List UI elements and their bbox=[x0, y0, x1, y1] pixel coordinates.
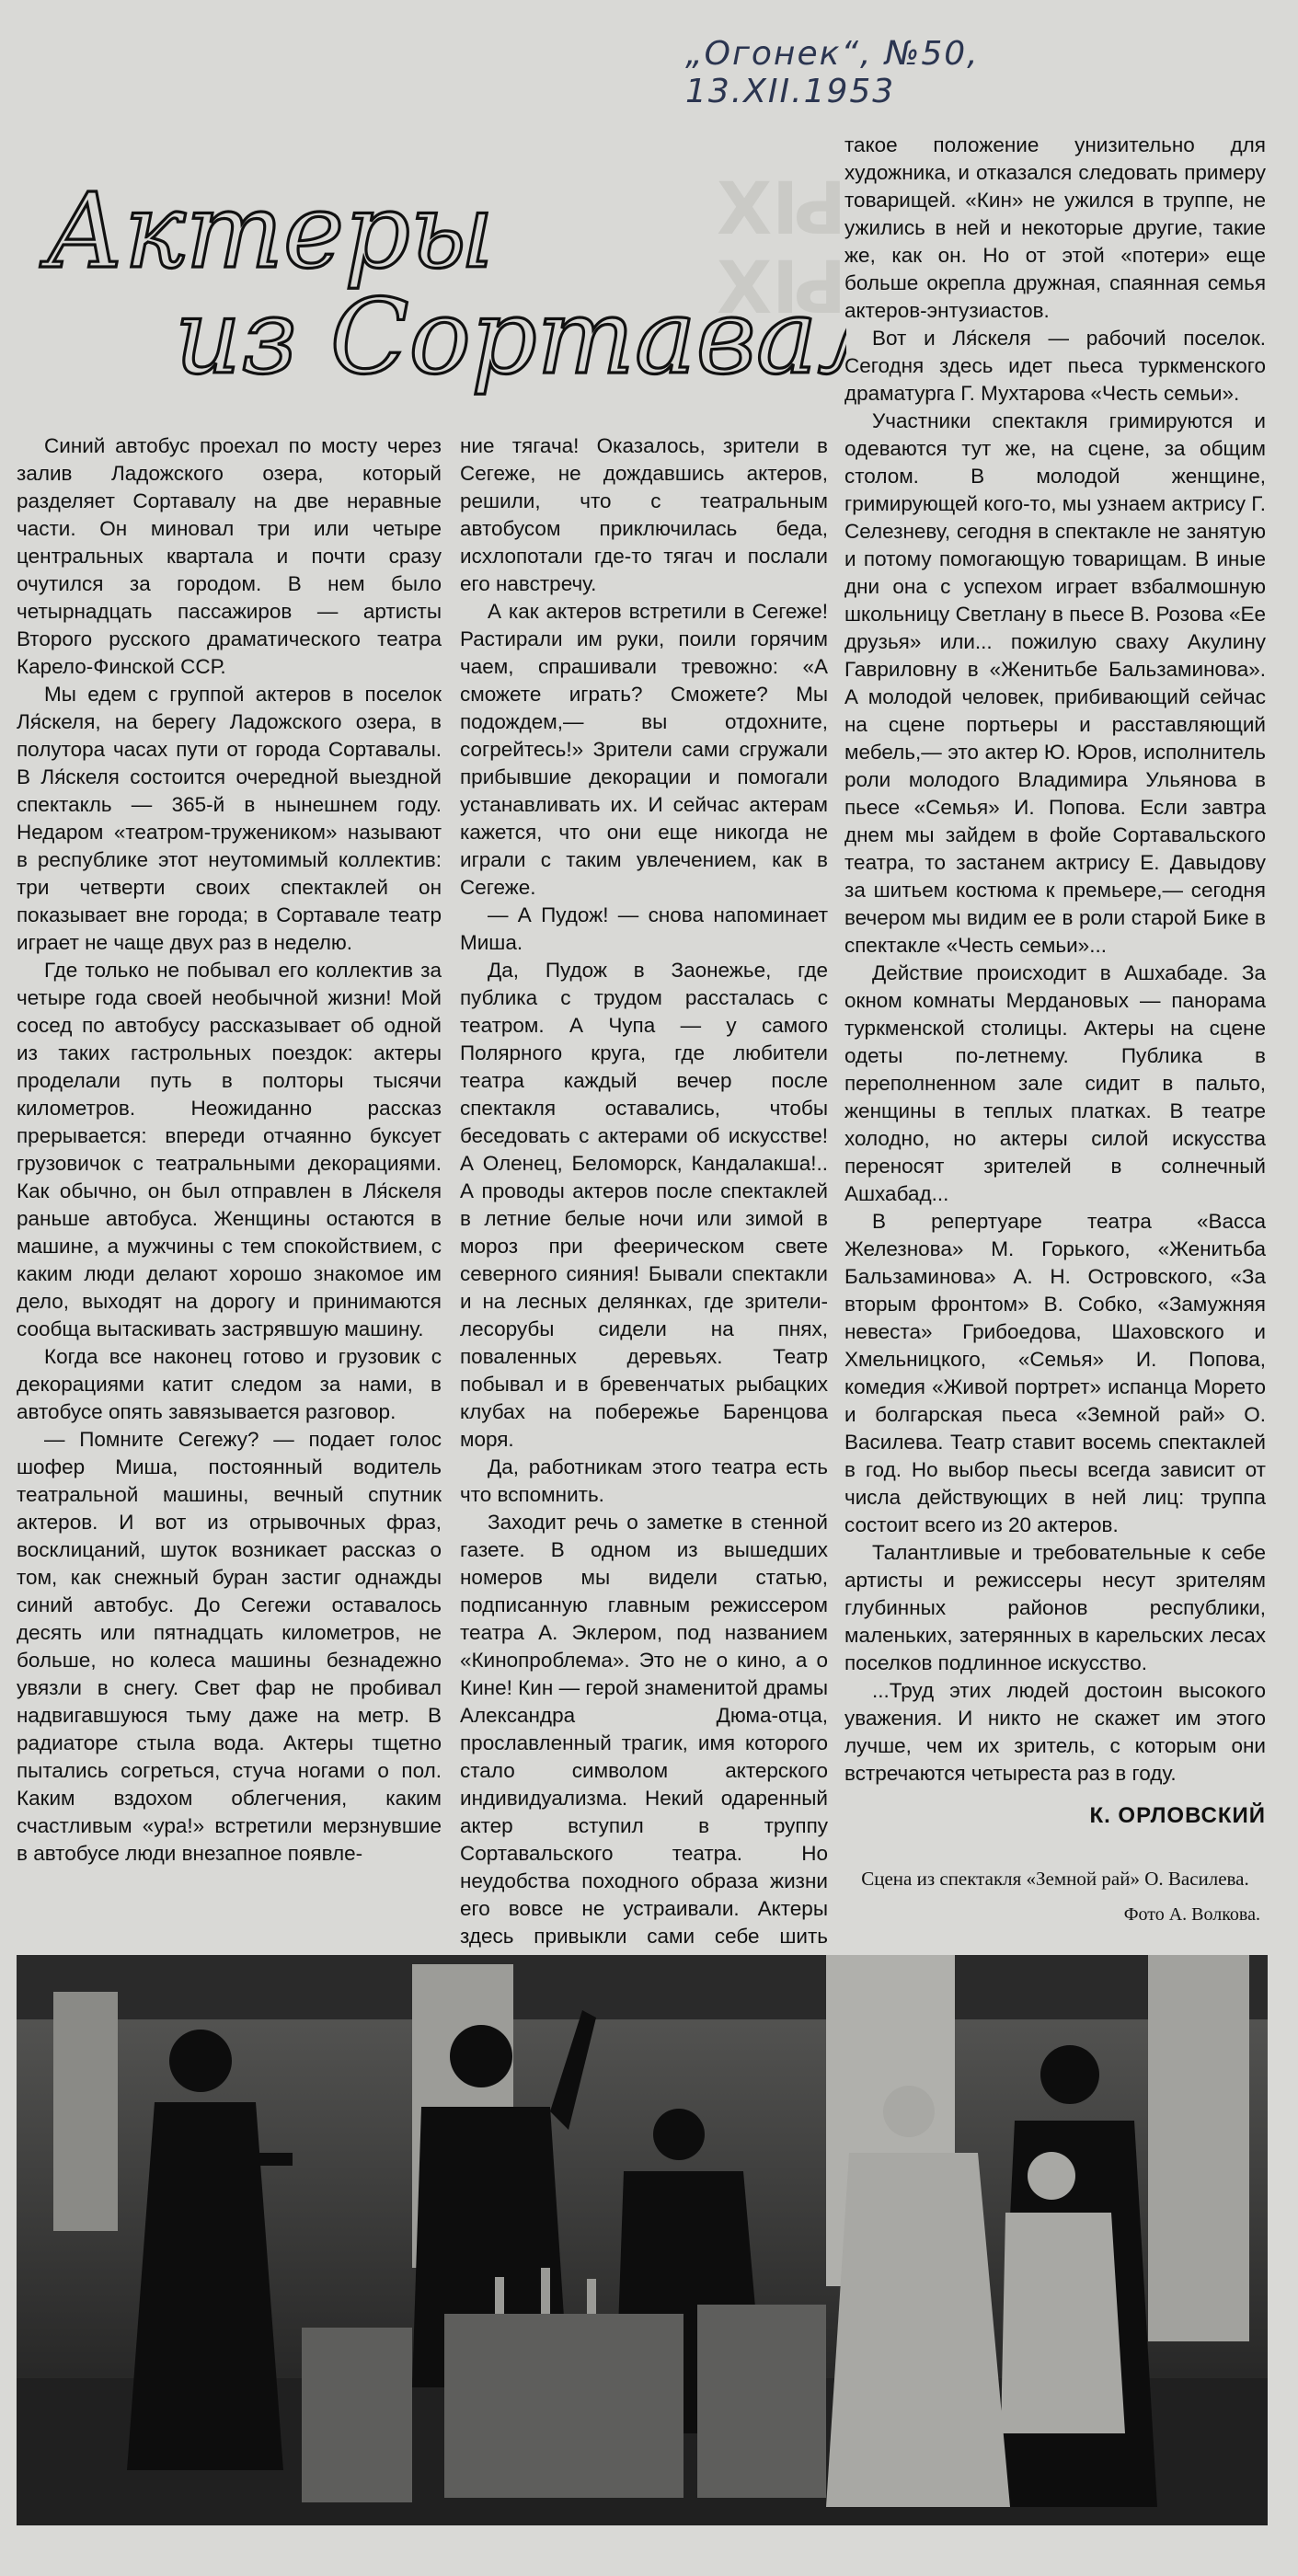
handwritten-issue-note: „Огонек“, №50, 13.XII.1953 bbox=[685, 35, 980, 110]
title-line-2: из Сортава bbox=[175, 278, 818, 396]
paragraph: — А Пудож! — снова напоминает Миша. bbox=[460, 903, 828, 954]
article-column-2 bbox=[460, 432, 828, 2199]
paragraph: — Помните Сегежу? — подает голос шофер Миша, постоянный водитель театральной машины, вечный спутник актеров. И вот из отрывочных фраз, восклицаний, шуток возникает рассказ о том, как снежный буран застиг однажды синий автобус. До Сегежи оставалось десять или пятнадцать километров, не больше, но колеса машины безнадежно увязли в снегу. Свет фар не пробивал надвигавшуюся тьму даже на метр. В радиаторе стыла вода. Актеры тщетно пытались согреться, стуча ногами о пол. Каким вздохом облегчения, каким счастливым «ура!» встретили мерзнувшие в автобусе люди внезапное появле- bbox=[17, 1428, 442, 1865]
paragraph: Да, Пудож в Заонежье, где публика с трудом рассталась с театром. А Чупа — у самого Полярного круга, где любители театра каждый вечер после спектакля оставались, чтобы беседовать с актерами об искусстве! А Оленец, Беломорск, Кандалакша!.. А проводы актеров после спектаклей в летние белые ночи или зимой в мороз при феерическом свете северного сияния! Бывали спектакли и на лесных делянках, где зрители-лесорубы сидели на пнях, поваленных деревьях. Театр побывал и в бревенчатых рыбацких клубах на побережье Баренцова моря. bbox=[460, 959, 828, 1451]
paragraph: ...Труд этих людей достоин высокого уважения. И никто не скажет им этого лучше, чем их зритель, с которым они встречаются четыреста раз в году. bbox=[844, 1679, 1266, 1785]
stage-photo-illustration bbox=[17, 1955, 1268, 2525]
paragraph: Участники спектакля гримируются и одеваются тут же, на сцене, за общим столом. В молодой женщине, гримирующей кого-то, мы узнаем актрису Г. Селезневу, сегодня в спектакле не занятую и потому помогающую товарищам. В иные дни она с успехом играет взбалмошную школьницу Светлану в пьесе В. Розова «Ее друзья» или... пожилую сваху Акулину Гавриловну в «Женитьбе Бальзаминова». А молодой человек, прибивающий сейчас на сцене портьеры и расставляющий мебель,— это актер Ю. Юров, исполнитель роли молодого Владимира Ульянова в пьесе «Семья» И. Попова. Если завтра днем мы зайдем в фойе Сортавальского театра, то застанем актрису Е. Давыдову за шитьем костюма к премьере,— сегодня вечером мы видим ее в роли старой Бике в спектакле «Честь семьи»... bbox=[844, 409, 1266, 957]
paragraph: А как актеров встретили в Сегеже! Растирали им руки, поили горячим чаем, спрашивали тревожно: «А сможете играть? Сможете? Мы подождем,— вы отдохните, согрейтесь!» Зрители сами сгружали прибывшие декорации и помогали устанавливать их. И сейчас актерам кажется, что они еще никогда не играли с таким увлечением, как в Сегеже. bbox=[460, 600, 828, 899]
paragraph: такое положение унизительно для художника, и отказался следовать примеру товарищей. «Кин» не ужился в труппе, не ужились в ней и некоторые другие, такие же, как он. Но от этой «потери» еще больше окрепла дружная, спаянная семья актеров-энтузиастов. bbox=[844, 133, 1266, 322]
stage-photo bbox=[17, 1955, 1268, 2525]
paragraph: Где только не побывал его коллектив за четыре года своей необычной жизни! Мой сосед по автобусу рассказывает об одной из таких гастрольных поездок: актеры проделали путь в полторы тысячи километров. Неожиданно рассказ прерывается: впереди отчаянно буксует грузовичок с театральными декорациями. Как обычно, он был отправлен в Ля́скеля раньше автобуса. Женщины остаются в машине, а мужчины с тем спокойствием, с каким люди делают хорошо знакомое им дело, выходят на дорогу и принимаются сообща вытаскивать застрявшую машину. bbox=[17, 959, 442, 1340]
paragraph: Заходит речь о заметке в стенной газете. В одном из вышедших номеров мы видели статью, подписанную главным режиссером театра А. Эклером, под названием «Кинопроблема». Это не о кино, а о Кине! Кин — герой знаменитой драмы Александра Дюма-отца, прославленный трагик, имя которого стало символом актерского индивидуализма. Некий одаренный актер вступил в труппу Сортавальского театра. Но неудобства походного образа жизни его вовсе не устраивали. Актеры здесь привыкли сами себе шить bbox=[460, 1511, 828, 1948]
article-title-script bbox=[37, 166, 846, 396]
article-title bbox=[37, 166, 846, 396]
show-through-text: ЫХ ЫХ bbox=[717, 168, 846, 330]
paragraph: Да, работникам этого театра есть что вспомнить. bbox=[460, 1455, 828, 1506]
paragraph: Действие происходит в Ашхабаде. За окном комнаты Мердановых — панорама туркменской столицы. Актеры на сцене одеты по-летнему. Публика в переполненном зале сидит в пальто, женщины в теплых платках. В театре холодно, но актеры силой искусства переносят зрителей в солнечный Ашхабад... bbox=[844, 961, 1266, 1205]
paragraph: Когда все наконец готово и грузовик с декорациями катит следом за нами, в автобусе опять завязывается разговор. bbox=[17, 1345, 442, 1423]
article-column-3 bbox=[844, 132, 1266, 1788]
title-line-1: Актеры bbox=[46, 172, 495, 292]
paragraph: ние тягача! Оказалось, зрители в Сегеже, не дождавшись актеров, решили, что с театральным автобусом приключилась беда, исхлопотали где-то тягач и послали его навстречу. bbox=[460, 434, 828, 595]
photo-caption: Сцена из спектакля «Земной рай» О. Василева. bbox=[861, 1868, 1249, 1890]
paragraph: Синий автобус проехал по мосту через залив Ладожского озера, который разделяет Сортавалу на две неравные части. Он миновал три или четыре центральных квартала и почти сразу очутился за городом. В нем было четырнадцать пассажиров — артисты Второго русского драматического театра Карело-Финской ССР. bbox=[17, 434, 442, 678]
paragraph: Вот и Ля́скеля — рабочий поселок. Сегодня здесь идет пьеса туркменского драматурга Г. Мухтарова «Честь семьи». bbox=[844, 327, 1266, 405]
author-signature: К. ОРЛОВСКИЙ bbox=[1089, 1803, 1266, 1828]
paragraph: Мы едем с группой актеров в поселок Ля́скеля, на берегу Ладожского озера, в полутора часах пути от города Сортавалы. В Ля́скеля состоится очередной выездной спектакль — 365-й в нынешнем году. Недаром «театром-тружеником» называют в республике этот неутомимый коллектив: три четверти своих спектаклей он показывает вне города; в Сортавале театр играет не чаще двух раз в неделю. bbox=[17, 683, 442, 954]
photo-credit: Фото А. Волкова. bbox=[1123, 1904, 1260, 1925]
paragraph: Талантливые и требовательные к себе артисты и режиссеры несут зрителям глубинных районов республики, маленьких, затерянных в карельских лесах поселков подлинное искусство. bbox=[844, 1541, 1266, 1674]
paragraph: В репертуаре театра «Васса Железнова» М. Горького, «Женитьба Бальзаминова» А. Н. Островского, «За вторым фронтом» В. Собко, «Замужняя невеста» Грибоедова, Шаховского и Хмельницкого, «Семья» И. Попова, комедия «Живой портрет» испанца Морето и болгарская пьеса «Земной рай» О. Василева. Театр ставит восемь спектаклей в год. Но выбор пьесы всегда зависит от числа действующих в ней лиц: труппа состоит всего из 20 актеров. bbox=[844, 1210, 1266, 1536]
article-column-1 bbox=[17, 432, 442, 1868]
